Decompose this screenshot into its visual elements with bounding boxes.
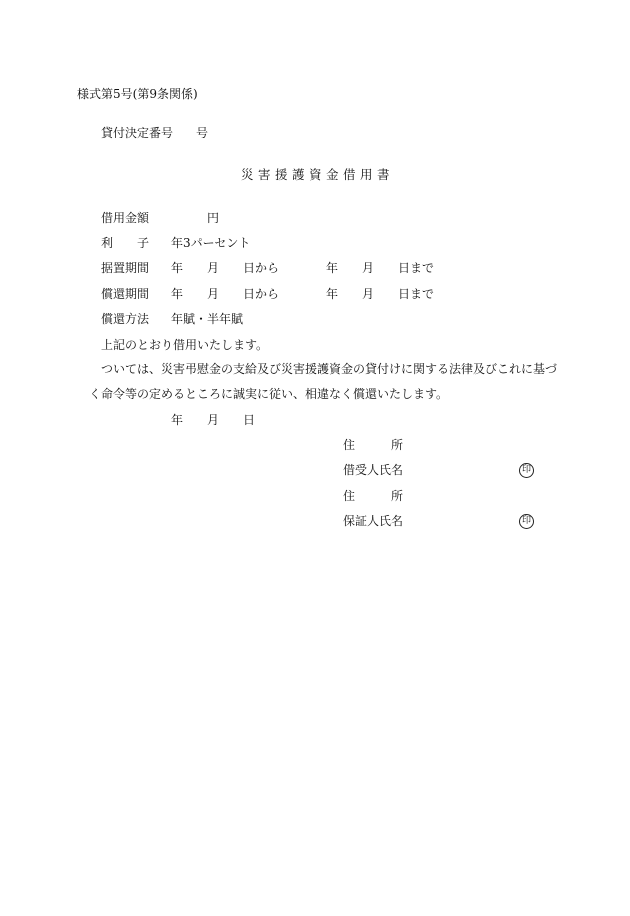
repayment-start-year: 年 [171, 287, 184, 301]
interest-label-2: 子 [137, 236, 150, 250]
repayment-end-month: 月 [362, 287, 375, 301]
decision-number-label: 貸付決定番号 [101, 126, 174, 140]
interest-label-1: 利 [101, 236, 114, 250]
interest-value: 年3パーセント [171, 236, 251, 250]
deferment-end-month: 月 [362, 261, 375, 275]
guarantor-seal-mark: 印 [519, 514, 534, 529]
form-number: 様式第5号(第9条関係) [77, 87, 198, 101]
date-year: 年 [171, 413, 184, 427]
date-month: 月 [207, 413, 220, 427]
repayment-method-value: 年賦・半年賦 [171, 312, 244, 326]
date-day: 日 [243, 413, 256, 427]
document-title: 災害援護資金借用書 [241, 167, 395, 182]
repayment-end-year: 年 [326, 287, 339, 301]
repayment-start-day: 日から [243, 287, 280, 301]
decision-number-suffix: 号 [196, 126, 209, 140]
repayment-method-label: 償還方法 [101, 312, 150, 326]
borrower-name-label: 借受人氏名 [343, 463, 404, 477]
body-line-2: ついては、災害弔慰金の支給及び災害援護資金の貸付けに関する法律及びこれに基づ [101, 362, 558, 376]
body-line-3: く命令等の定めるところに誠実に従い、相違なく償還いたします。 [89, 387, 449, 401]
borrower-address-label-2: 所 [391, 438, 404, 452]
guarantor-address-label-2: 所 [391, 489, 404, 503]
deferment-end-day: 日まで [398, 261, 435, 275]
repayment-period-label: 償還期間 [101, 287, 150, 301]
deferment-end-year: 年 [326, 261, 339, 275]
deferment-period-label: 据置期間 [101, 261, 150, 275]
deferment-start-month: 月 [207, 261, 220, 275]
repayment-end-day: 日まで [398, 287, 435, 301]
guarantor-name-label: 保証人氏名 [343, 514, 404, 528]
deferment-start-year: 年 [171, 261, 184, 275]
borrower-seal-mark: 印 [519, 463, 534, 478]
deferment-start-day: 日から [243, 261, 280, 275]
borrower-address-label-1: 住 [343, 438, 356, 452]
loan-amount-label: 借用金額 [101, 211, 150, 225]
guarantor-address-label-1: 住 [343, 489, 356, 503]
repayment-start-month: 月 [207, 287, 220, 301]
loan-amount-unit: 円 [207, 211, 220, 225]
body-line-1: 上記のとおり借用いたします。 [101, 338, 269, 352]
